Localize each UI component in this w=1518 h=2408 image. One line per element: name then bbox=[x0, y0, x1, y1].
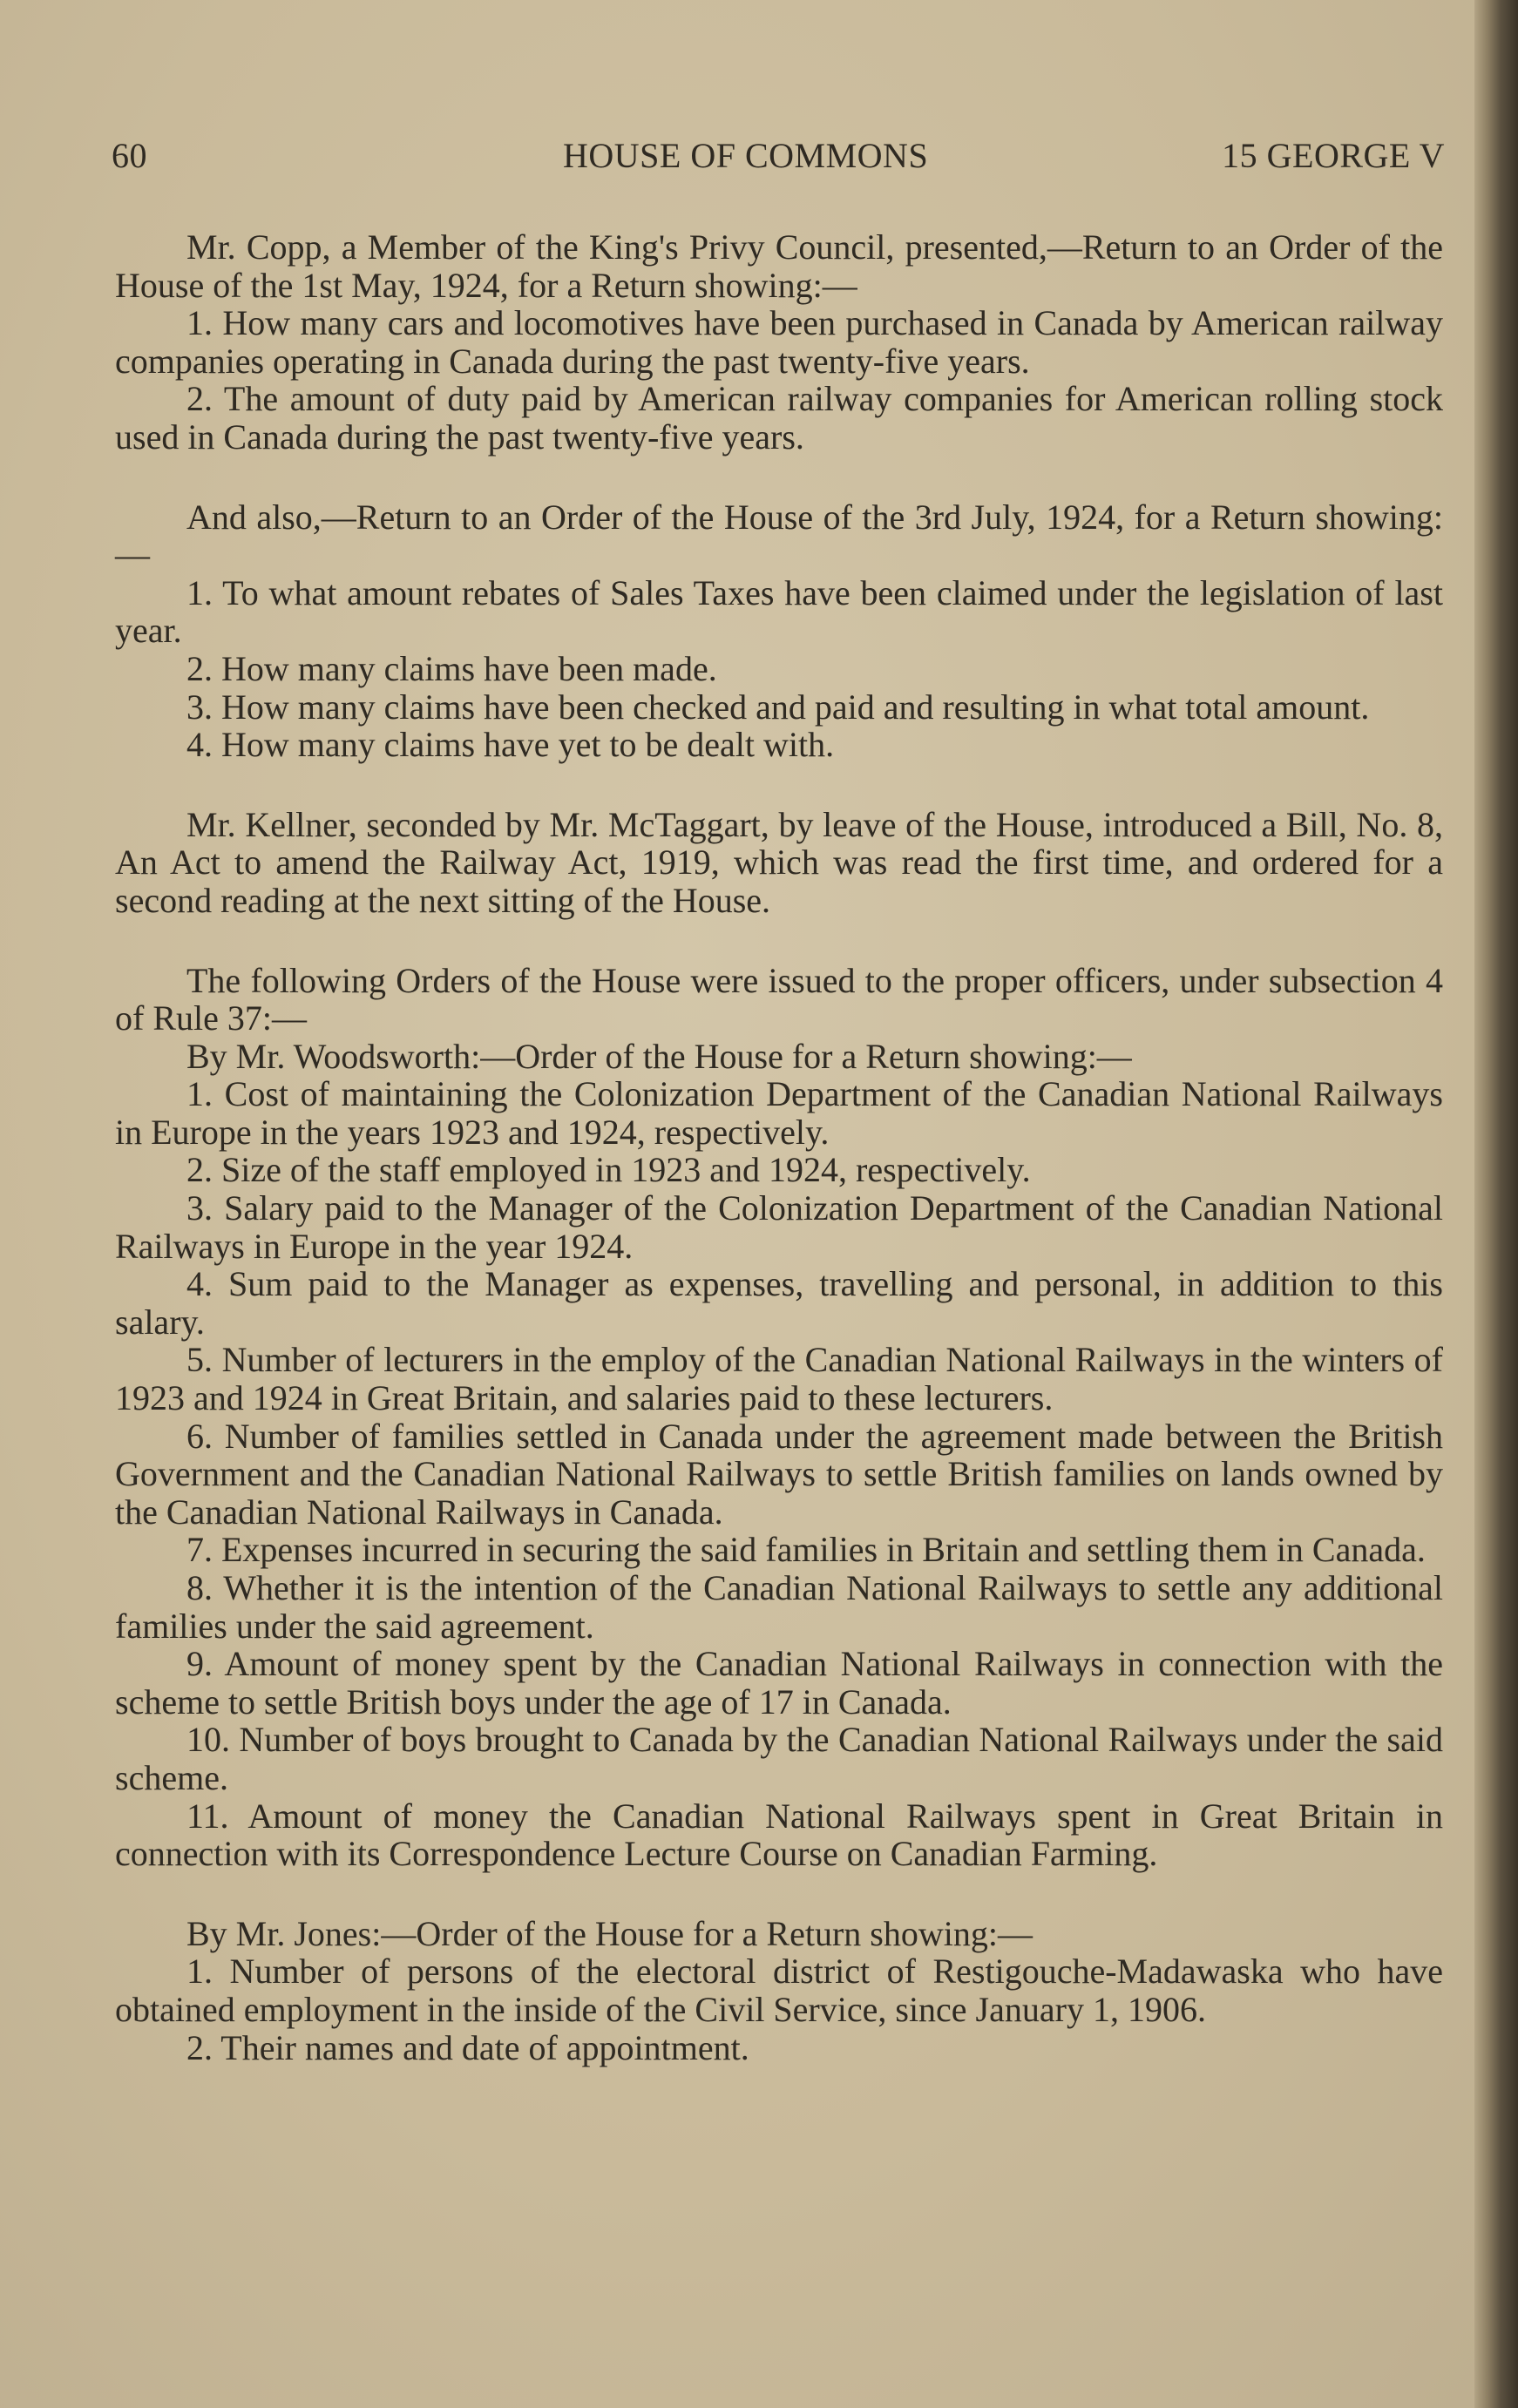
page-number: 60 bbox=[112, 136, 147, 175]
paragraph: 9. Amount of money spent by the Canadian National Railways in connection with the scheme to settle British boys under the age of 17 in Canada. bbox=[115, 1644, 1443, 1721]
paragraph: By Mr. Woodsworth:—Order of the House for a Return showing:— bbox=[186, 1036, 1132, 1076]
book-spine-edge bbox=[1474, 0, 1518, 2408]
journal-text bbox=[115, 228, 1443, 2066]
paragraph: 2. Their names and date of appointment. bbox=[186, 2027, 749, 2067]
paragraph: 1. Number of persons of the electoral district of Restigouche-Madawaska who have obtained employment in the inside of the Civil Service, since January 1, 1906. bbox=[115, 1951, 1443, 2029]
paragraph: 4. How many claims have yet to be dealt with. bbox=[186, 725, 835, 765]
paragraph: Mr. Copp, a Member of the King's Privy Council, presented,—Return to an Order of the House of the 1st May, 1924, for a Return showing:— bbox=[115, 227, 1443, 305]
paragraph: 2. The amount of duty paid by American railway companies for American rolling stock used in Canada during the past twenty-five years. bbox=[115, 379, 1443, 457]
paragraph: 10. Number of boys brought to Canada by the Canadian National Railways under the said scheme. bbox=[115, 1720, 1443, 1797]
paragraph: 1. How many cars and locomotives have been purchased in Canada by American railway companies operating in Canada during the past twenty-five years. bbox=[115, 303, 1443, 381]
paragraph: 11. Amount of money the Canadian National Railways spent in Great Britain in connection with its Correspondence Lecture Course on Canadian Farming. bbox=[115, 1796, 1443, 1874]
paragraph: 2. How many claims have been made. bbox=[186, 648, 717, 688]
paragraph: 1. Cost of maintaining the Colonization Department of the Canadian National Railways in Europe in the years 1923 and 1924, respectively. bbox=[115, 1074, 1443, 1152]
paragraph: 6. Number of families settled in Canada under the agreement made between the British Government and the Canadian National Railways to settle British families on lands owned by the Canadian National Railways in Canada. bbox=[115, 1416, 1443, 1532]
paragraph: 8. Whether it is the intention of the Canadian National Railways to settle any additional families under the said agreement. bbox=[115, 1568, 1443, 1646]
paragraph: The following Orders of the House were issued to the proper officers, under subsection 4 of Rule 37:— bbox=[115, 960, 1443, 1038]
running-title: HOUSE OF COMMONS bbox=[563, 136, 929, 175]
paragraph: 3. Salary paid to the Manager of the Colonization Department of the Canadian National Railways in Europe in the year 1924. bbox=[115, 1188, 1443, 1266]
paragraph: 5. Number of lecturers in the employ of the Canadian National Railways in the winters of 1923 and 1924 in Great Britain, and salaries paid to these lecturers. bbox=[115, 1340, 1443, 1418]
paragraph: 2. Size of the staff employed in 1923 and 1924, respectively. bbox=[186, 1150, 1031, 1190]
paragraph: Mr. Kellner, seconded by Mr. McTaggart, by leave of the House, introduced a Bill, No. 8, An Act to amend the Railway Act, 1919, which was read the first time, and ordered for a second reading at the next sitting of the House. bbox=[115, 804, 1443, 920]
paragraph: 7. Expenses incurred in securing the said families in Britain and settling them in Canada. bbox=[186, 1530, 1426, 1570]
running-header bbox=[112, 135, 1445, 187]
regnal-year: 15 GEORGE V bbox=[1222, 136, 1445, 175]
paragraph: And also,—Return to an Order of the House of the 3rd July, 1924, for a Return showing:— bbox=[115, 497, 1443, 575]
paragraph: 4. Sum paid to the Manager as expenses, travelling and personal, in addition to this salary. bbox=[115, 1264, 1443, 1342]
paragraph: 1. To what amount rebates of Sales Taxes have been claimed under the legislation of last year. bbox=[115, 572, 1443, 651]
paragraph: By Mr. Jones:—Order of the House for a Return showing:— bbox=[186, 1913, 1033, 1953]
paragraph: 3. How many claims have been checked and paid and resulting in what total amount. bbox=[186, 687, 1370, 727]
